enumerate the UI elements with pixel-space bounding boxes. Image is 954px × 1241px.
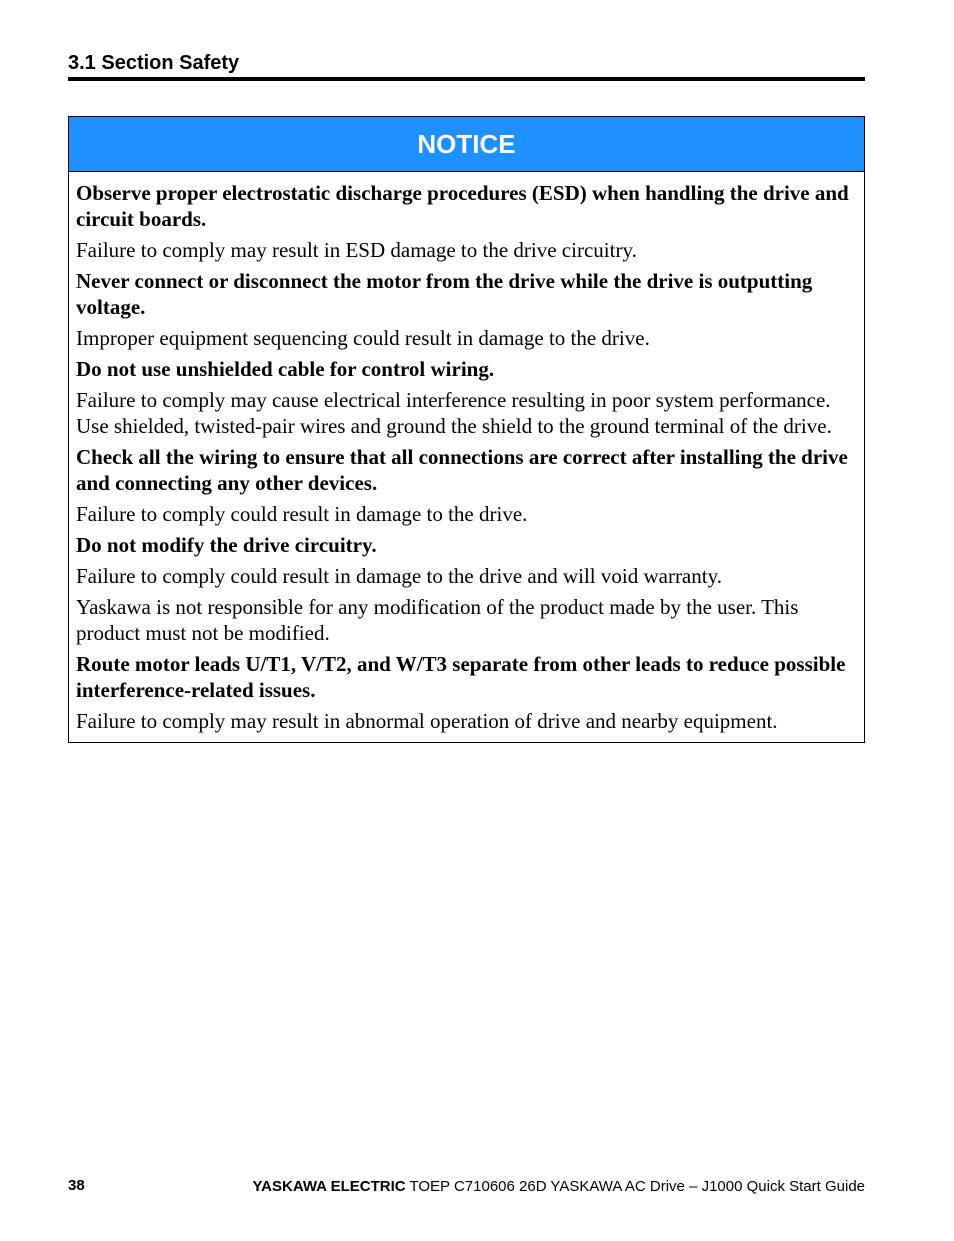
footer-doc-title: TOEP C710606 26D YASKAWA AC Drive – J1000 Quick Start Guide (405, 1178, 865, 1195)
notice-detail-no-modify-1: Failure to comply could result in damage to the drive and will void warranty. (76, 564, 722, 588)
notice-body (69, 172, 864, 742)
footer-doc-info (253, 1177, 865, 1197)
notice-detail-no-modify-2: Yaskawa is not responsible for any modification of the product made by the user. This product must not be modified. (76, 595, 799, 645)
notice-heading-route-leads: Route motor leads U/T1, V/T2, and W/T3 separate from other leads to reduce possible interference-related issues. (76, 652, 846, 702)
notice-heading-check-wiring: Check all the wiring to ensure that all connections are correct after installing the drive and connecting any other devices. (76, 445, 848, 495)
notice-detail-route-leads: Failure to comply may result in abnormal operation of drive and nearby equipment. (76, 709, 778, 733)
notice-detail-check-wiring: Failure to comply could result in damage to the drive. (76, 502, 528, 526)
page-number: 38 (68, 1177, 85, 1194)
notice-header (69, 117, 864, 172)
notice-heading-motor-connect: Never connect or disconnect the motor from the drive while the drive is outputting voltage. (76, 269, 813, 319)
notice-detail-esd: Failure to comply may result in ESD damage to the drive circuitry. (76, 238, 637, 262)
section-divider (68, 77, 865, 81)
notice-box (68, 116, 865, 743)
notice-detail-shielded-cable: Failure to comply may cause electrical interference resulting in poor system performance. Use shielded, twisted-pair wires and ground the shield to the ground terminal of the drive. (76, 388, 832, 438)
notice-detail-motor-connect: Improper equipment sequencing could result in damage to the drive. (76, 326, 650, 350)
notice-heading-esd: Observe proper electrostatic discharge procedures (ESD) when handling the drive and circuit boards. (76, 181, 849, 231)
section-title: 3.1 Section Safety (68, 52, 240, 74)
notice-heading-no-modify: Do not modify the drive circuitry. (76, 533, 377, 557)
notice-title: NOTICE (417, 128, 516, 159)
notice-heading-shielded-cable: Do not use unshielded cable for control wiring. (76, 357, 495, 381)
footer-brand: YASKAWA ELECTRIC (252, 1178, 406, 1195)
